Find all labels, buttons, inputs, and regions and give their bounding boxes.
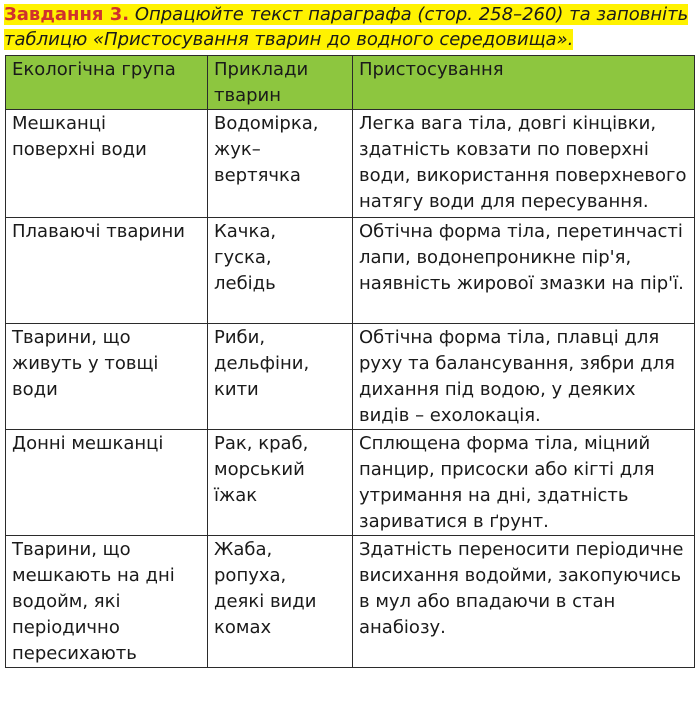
cell-group xyxy=(6,218,208,324)
cell-examples-text: Риби, дельфіни, кити xyxy=(214,327,310,400)
cell-adaptation-text: Обтічна форма тіла, плавці для руху та балансування, зябри для дихання під водою, у деяких видів – ехолокація. xyxy=(359,327,675,426)
cell-adaptation xyxy=(353,536,695,668)
table-header-row xyxy=(6,56,695,110)
cell-adaptation xyxy=(353,218,695,324)
table-row xyxy=(6,324,695,430)
cell-group xyxy=(6,536,208,668)
header-adaptations: Пристосування xyxy=(353,56,695,110)
cell-adaptation-text: Сплющена форма тіла, міцний панцир, присоски або кігті для утримання на дні, здатність зариватися в ґрунт. xyxy=(359,433,655,532)
cell-group-text: Тварини, що живуть у товщі води xyxy=(12,327,159,400)
cell-adaptation-text: Обтічна форма тіла, перетинчасті лапи, водонепроникне пір'я, наявність жирової змазки на пір'ї. xyxy=(359,221,684,294)
cell-adaptation-text: Легка вага тіла, довгі кінцівки, здатність ковзати по поверхні води, використання поверхневого натягу води для пересування. xyxy=(359,113,687,212)
header-ecological-group: Екологічна група xyxy=(6,56,208,110)
task-text: Опрацюйте текст параграфа (стор. 258–260) та заповніть таблицю «Пристосування тварин до водного середовища». xyxy=(4,4,689,50)
header-animal-examples: Приклади тварин xyxy=(208,56,353,110)
cell-group-text: Плаваючі тварини xyxy=(12,221,185,242)
table-row xyxy=(6,536,695,668)
cell-examples xyxy=(208,218,353,324)
cell-examples xyxy=(208,430,353,536)
task-label: Завдання 3. xyxy=(4,4,130,25)
cell-group-text: Мешканці поверхні води xyxy=(12,113,147,160)
cell-adaptation xyxy=(353,430,695,536)
cell-adaptation-text: Здатність переносити періодичне висихання водойми, закопуючись в мул або впадаючи в стан анабіозу. xyxy=(359,539,684,638)
cell-examples-text: Водомірка, жук– вертячка xyxy=(214,113,319,186)
cell-examples xyxy=(208,324,353,430)
cell-group xyxy=(6,110,208,218)
cell-adaptation xyxy=(353,324,695,430)
cell-group xyxy=(6,324,208,430)
cell-examples-text: Рак, краб, морський їжак xyxy=(214,433,309,506)
task-highlight xyxy=(4,4,688,50)
cell-examples xyxy=(208,110,353,218)
table-row xyxy=(6,218,695,324)
adaptations-table xyxy=(5,55,695,668)
cell-examples xyxy=(208,536,353,668)
table-row xyxy=(6,110,695,218)
cell-group-text: Донні мешканці xyxy=(12,433,164,454)
table-row xyxy=(6,430,695,536)
cell-group xyxy=(6,430,208,536)
cell-adaptation xyxy=(353,110,695,218)
cell-examples-text: Качка, гуска, лебідь xyxy=(214,221,277,294)
cell-examples-text: Жаба, ропуха, деякі види комах xyxy=(214,539,317,638)
cell-group-text: Тварини, що мешкають на дні водойм, які періодично пересихають xyxy=(12,539,175,664)
task-statement xyxy=(4,2,694,52)
